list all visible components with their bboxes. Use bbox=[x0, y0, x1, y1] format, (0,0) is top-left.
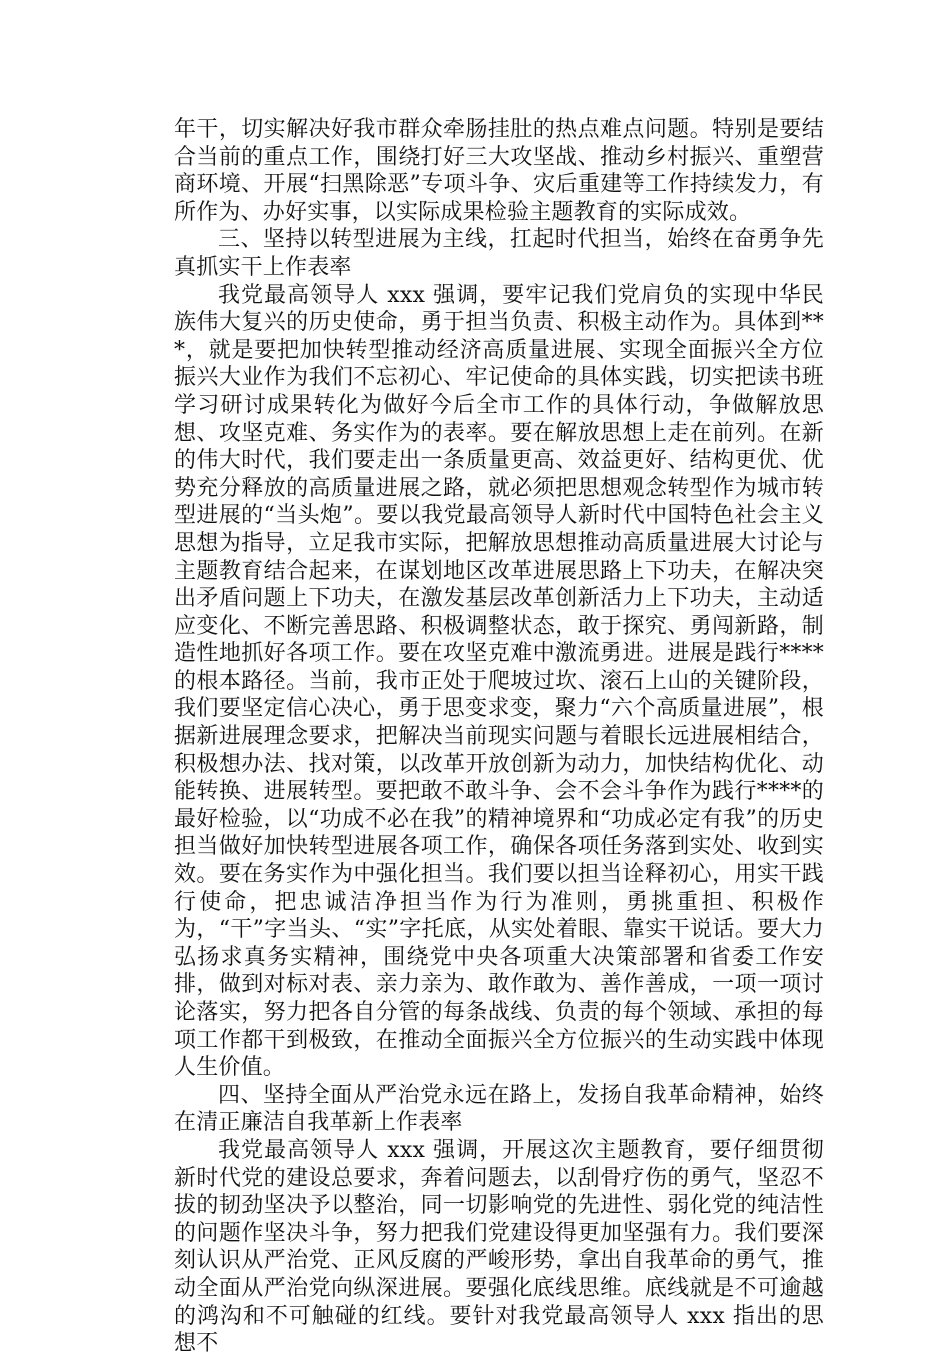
paragraph-section-four-body: 我党最高领导人 xxx 强调，开展这次主题教育，要仔细贯彻新时代党的建设总要求，奔着问题去，以刮骨疗伤的勇气，坚忍不拔的韧劲坚决予以整治，同一切影响党的先进性、弱化党的纯洁性的问题作坚决斗争，努力把我们党建设得更加坚强有力。我们要深刻认识从严治党、正风反腐的严峻形势，拿出自我革命的勇气，推动全面从严治党向纵深进展。要强化底线思维。底线就是不可逾越的鸿沟和不可触碰的红线。要针对我党最高领导人 xxx 指出的思想不 bbox=[174, 1137, 824, 1357]
section-heading-three: 三、坚持以转型进展为主线，扛起时代担当，始终在奋勇争先真抓实干上作表率 bbox=[174, 227, 824, 280]
document-body bbox=[174, 116, 824, 1358]
paragraph-section-three-body: 我党最高领导人 xxx 强调，要牢记我们党肩负的实现中华民族伟大复兴的历史使命，勇于担当负责、积极主动作为。具体到***，就是要把加快转型推动经济高质量进展、实现全面振兴全方位振兴大业作为我们不忘初心、牢记使命的具体实践，切实把读书班学习研讨成果转化为做好今后全市工作的具体行动，争做解放思想、攻坚克难、务实作为的表率。要在解放思想上走在前列。在新的伟大时代，我们要走出一条质量更高、效益更好、结构更优、优势充分释放的高质量进展之路，就必须把思想观念转型作为城市转型进展的“当头炮”。要以我党最高领导人新时代中国特色社会主义思想为指导，立足我市实际，把解放思想推动高质量进展大讨论与主题教育结合起来，在谋划地区改革进展思路上下功夫，在解决突出矛盾问题上下功夫，在激发基层改革创新活力上下功夫，主动适应变化、不断完善思路、积极调整状态，敢于探究、勇闯新路，制造性地抓好各项工作。要在攻坚克难中激流勇进。进展是践行****的根本路径。当前，我市正处于爬坡过坎、滚石上山的关键阶段，我们要坚定信心决心，勇于思变求变，聚力“六个高质量进展”，根据新进展理念要求，把解决当前现实问题与着眼长远进展相结合，积极想办法、找对策，以改革开放创新为动力，加快结构优化、动能转换、进展转型。要把敢不敢斗争、会不会斗争作为践行****的最好检验，以“功成不必在我”的精神境界和“功成必定有我”的历史担当做好加快转型进展各项工作，确保各项任务落到实处、收到实效。要在务实作为中强化担当。我们要以担当诠释初心，用实干践行使命，把忠诚洁净担当作为行为准则，勇挑重担、积极作为，“干”字当头、“实”字托底，从实处着眼、靠实干说话。要大力弘扬求真务实精神，围绕党中央各项重大决策部署和省委工作安排，做到对标对表、亲力亲为、敢作敢为、善作善成，一项一项讨论落实，努力把各自分管的每条战线、负责的每个领域、承担的每项工作都干到极致，在推动全面振兴全方位振兴的生动实践中体现人生价值。 bbox=[174, 282, 824, 1081]
paragraph-continuation: 年干，切实解决好我市群众牵肠挂肚的热点难点问题。特别是要结合当前的重点工作，围绕打好三大攻坚战、推动乡村振兴、重塑营商环境、开展“扫黑除恶”专项斗争、灾后重建等工作持续发力，有所作为、办好实事，以实际成果检验主题教育的实际成效。 bbox=[174, 117, 824, 225]
section-heading-four: 四、坚持全面从严治党永远在路上，发扬自我革命精神，始终在清正廉洁自我革新上作表率 bbox=[174, 1082, 824, 1136]
